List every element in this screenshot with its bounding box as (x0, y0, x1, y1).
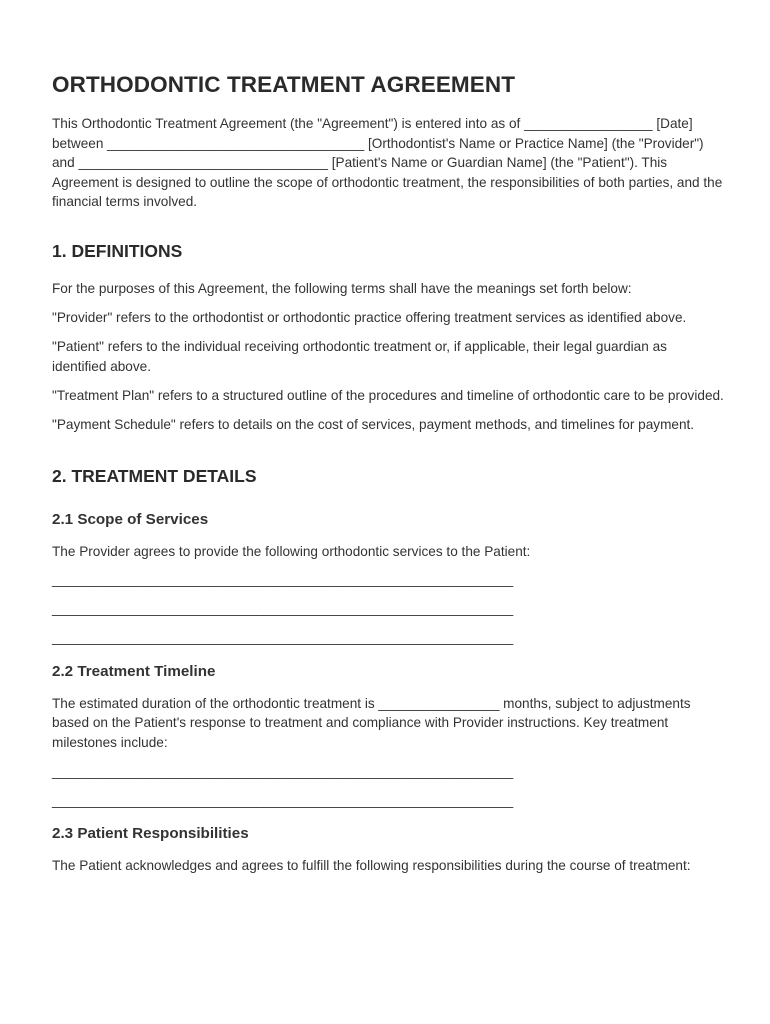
document-page (52, 70, 724, 876)
patient-responsibilities-text: The Patient acknowledges and agrees to fulfill the following responsibilities during the course of treatment: (52, 858, 691, 874)
treatment-timeline-text: The estimated duration of the orthodontic treatment is ________________ months, subject to adjustments based on the Patient's response to treatment and compliance with Provider instructions. Key treatment milestones include: (52, 695, 691, 750)
treatment-details-heading: 2. TREATMENT DETAILS (52, 465, 257, 486)
definitions-lead: For the purposes of this Agreement, the following terms shall have the meanings set forth below: (52, 280, 632, 296)
definition-provider: "Provider" refers to the orthodontist or orthodontic practice offering treatment services as identified above. (52, 310, 687, 326)
treatment-timeline-heading: 2.2 Treatment Timeline (52, 662, 216, 680)
scope-blank-lines (52, 570, 724, 647)
scope-blank-line[interactable]: _____________________________________________________________ (52, 601, 514, 617)
patient-responsibilities-heading: 2.3 Patient Responsibilities (52, 825, 249, 843)
timeline-blank-line[interactable]: _____________________________________________________________ (52, 763, 514, 779)
definitions-heading: 1. DEFINITIONS (52, 240, 183, 261)
definition-payment-schedule: "Payment Schedule" refers to details on the cost of services, payment methods, and timelines for payment. (52, 416, 695, 432)
intro-paragraph: This Orthodontic Treatment Agreement (the "Agreement") is entered into as of _________________ [Date] between __________________________________ [Orthodontist's Name or Practice Name] (the "Provider") and _________________________________ [Patient's Name or Guardian Name] (the "Patient"). This Agreement is designed to outline the scope of orthodontic treatment, the responsibilities of both parties, and the financial terms involved. (52, 116, 723, 210)
timeline-blank-line[interactable]: _____________________________________________________________ (52, 792, 514, 808)
definition-treatment-plan: "Treatment Plan" refers to a structured outline of the procedures and timeline of orthodontic care to be provided. (52, 387, 724, 403)
scope-of-services-text: The Provider agrees to provide the following orthodontic services to the Patient: (52, 543, 531, 559)
scope-of-services-heading: 2.1 Scope of Services (52, 510, 209, 528)
timeline-blank-lines (52, 762, 724, 810)
scope-blank-line[interactable]: _____________________________________________________________ (52, 572, 514, 588)
scope-blank-line[interactable]: _____________________________________________________________ (52, 630, 514, 646)
definition-patient: "Patient" refers to the individual receiving orthodontic treatment or, if applicable, their legal guardian as identified above. (52, 339, 667, 374)
document-title: ORTHODONTIC TREATMENT AGREEMENT (52, 72, 516, 97)
